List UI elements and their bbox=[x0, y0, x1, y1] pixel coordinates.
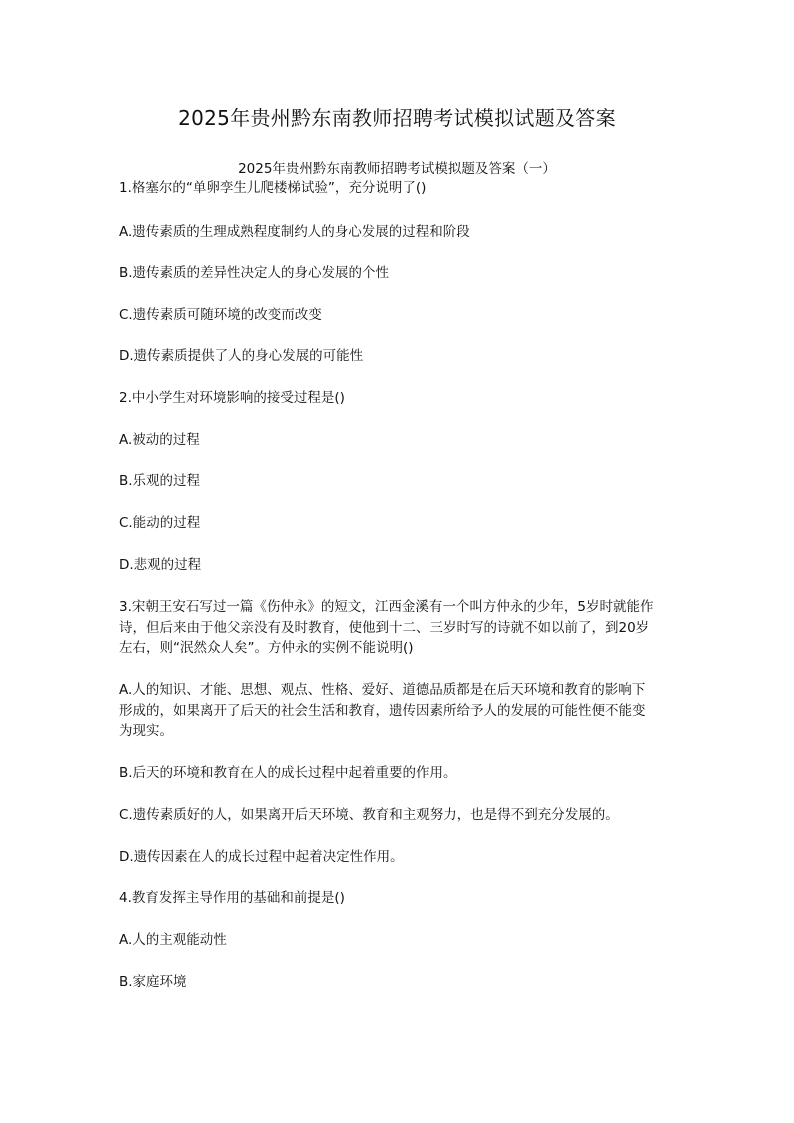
question-2-option-c: C.能动的过程 bbox=[119, 515, 201, 531]
question-3-line: 诗，但后来由于他父亲没有及时教育，使他到十二、三岁时写的诗就不如以前了，到20岁 bbox=[119, 619, 650, 636]
question-1-option-b: B.遗传素质的差异性决定人的身心发展的个性 bbox=[119, 265, 390, 281]
question-3-option-a bbox=[119, 680, 679, 742]
page-title: 2025年贵州黔东南教师招聘考试模拟试题及答案 bbox=[178, 106, 616, 130]
question-2-option-b: B.乐观的过程 bbox=[119, 473, 201, 489]
question-4-option-b: B.家庭环境 bbox=[119, 974, 187, 990]
question-2-option-d: D.悲观的过程 bbox=[119, 557, 202, 573]
question-2: 2.中小学生对环境影响的接受过程是() bbox=[119, 390, 345, 406]
question-3-option-c: C.遗传素质好的人，如果离开后天环境、教育和主观努力，也是得不到充分发展的。 bbox=[119, 807, 619, 823]
question-3 bbox=[119, 597, 679, 659]
question-3-line: 3.宋朝王安石写过一篇《伤仲永》的短文，江西金溪有一个叫方仲永的少年，5岁时就能作 bbox=[119, 599, 654, 615]
question-2-option-a: A.被动的过程 bbox=[119, 432, 200, 448]
question-4: 4.教育发挥主导作用的基础和前提是() bbox=[119, 890, 345, 906]
question-3-option-a-line: A.人的知识、才能、思想、观点、性格、爱好、道德品质都是在后天环境和教育的影响下 bbox=[119, 682, 646, 698]
question-1-option-a: A.遗传素质的生理成熟程度制约人的身心发展的过程和阶段 bbox=[119, 224, 470, 240]
question-3-option-d: D.遗传因素在人的成长过程中起着决定性作用。 bbox=[119, 849, 404, 865]
question-1-option-c: C.遗传素质可随环境的改变而改变 bbox=[119, 307, 322, 323]
page-subtitle: 2025年贵州黔东南教师招聘考试模拟题及答案（一） bbox=[238, 161, 556, 177]
question-3-option-b: B.后天的环境和教育在人的成长过程中起着重要的作用。 bbox=[119, 765, 457, 781]
question-1-option-d: D.遗传素质提供了人的身心发展的可能性 bbox=[119, 348, 364, 364]
question-4-option-a: A.人的主观能动性 bbox=[119, 932, 227, 948]
question-3-option-a-line: 形成的，如果离开了后天的社会生活和教育，遗传因素所给予人的发展的可能性便不能变 bbox=[119, 702, 646, 719]
question-3-option-a-line: 为现实。 bbox=[119, 723, 173, 740]
question-1: 1.格塞尔的“单卵孪生儿爬楼梯试验”，充分说明了() bbox=[119, 180, 427, 196]
question-3-line: 左右，则“泯然众人矣”。方仲永的实例不能说明() bbox=[119, 640, 414, 657]
